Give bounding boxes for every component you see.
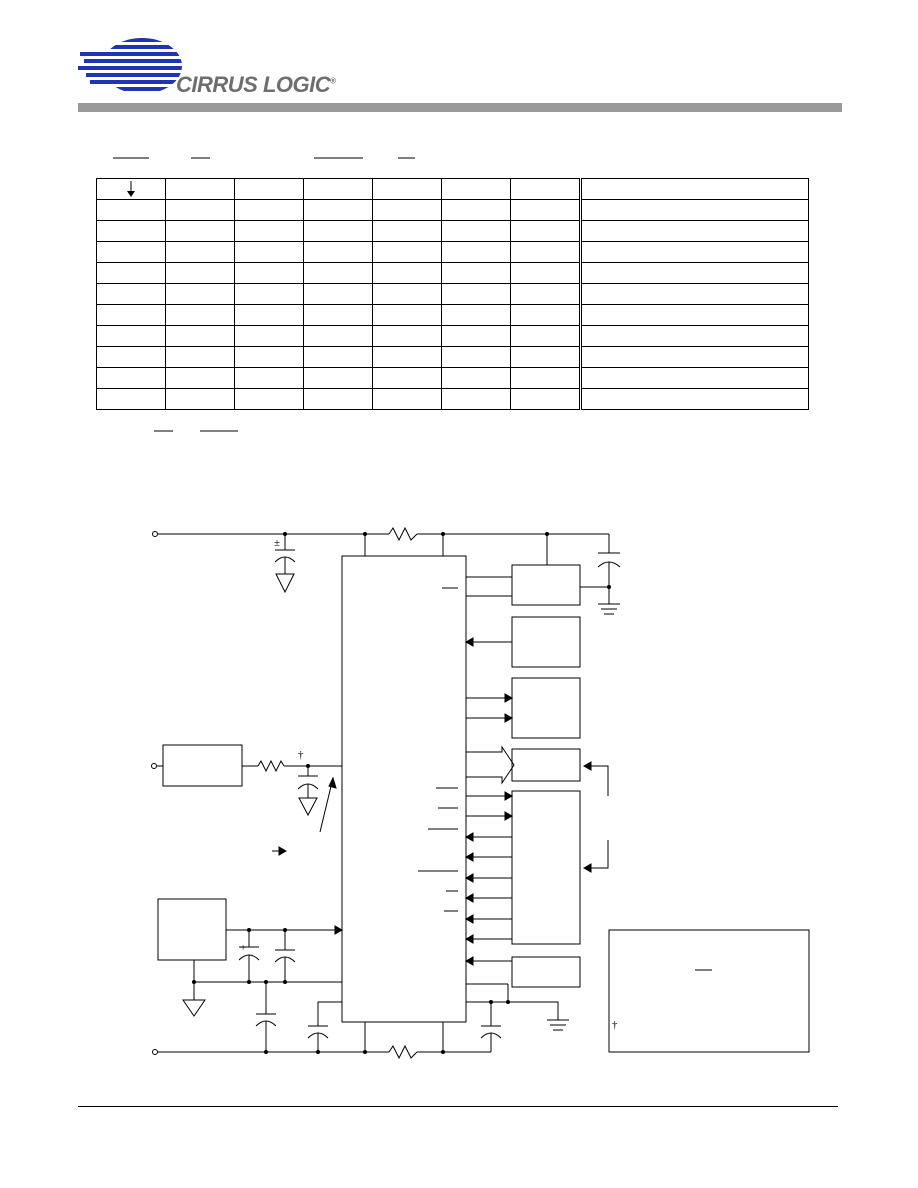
brand-name: CIRRUS LOGIC xyxy=(176,72,331,97)
footer-rule xyxy=(78,1106,838,1107)
output-block-1 xyxy=(466,678,580,738)
junction-dots xyxy=(192,532,611,1054)
dagger-symbol: † xyxy=(298,749,304,761)
plus-symbol: + xyxy=(240,942,247,954)
note-box xyxy=(609,930,809,1052)
plus-minus-symbol: ± xyxy=(274,537,281,549)
registered-mark: ® xyxy=(330,76,336,86)
note-dagger-symbol: † xyxy=(612,1019,618,1031)
main-ic xyxy=(342,556,466,1022)
regulator-block xyxy=(158,899,342,1016)
bus-block xyxy=(466,747,608,796)
top-supply-rail xyxy=(153,528,610,565)
output-block-2 xyxy=(466,957,580,987)
clock-block xyxy=(442,553,620,614)
input-block-1 xyxy=(466,617,580,667)
right-ground xyxy=(466,984,569,1030)
interface-block xyxy=(418,788,608,944)
bottom-supply-rail xyxy=(153,982,502,1058)
analog-input-source xyxy=(152,745,343,855)
